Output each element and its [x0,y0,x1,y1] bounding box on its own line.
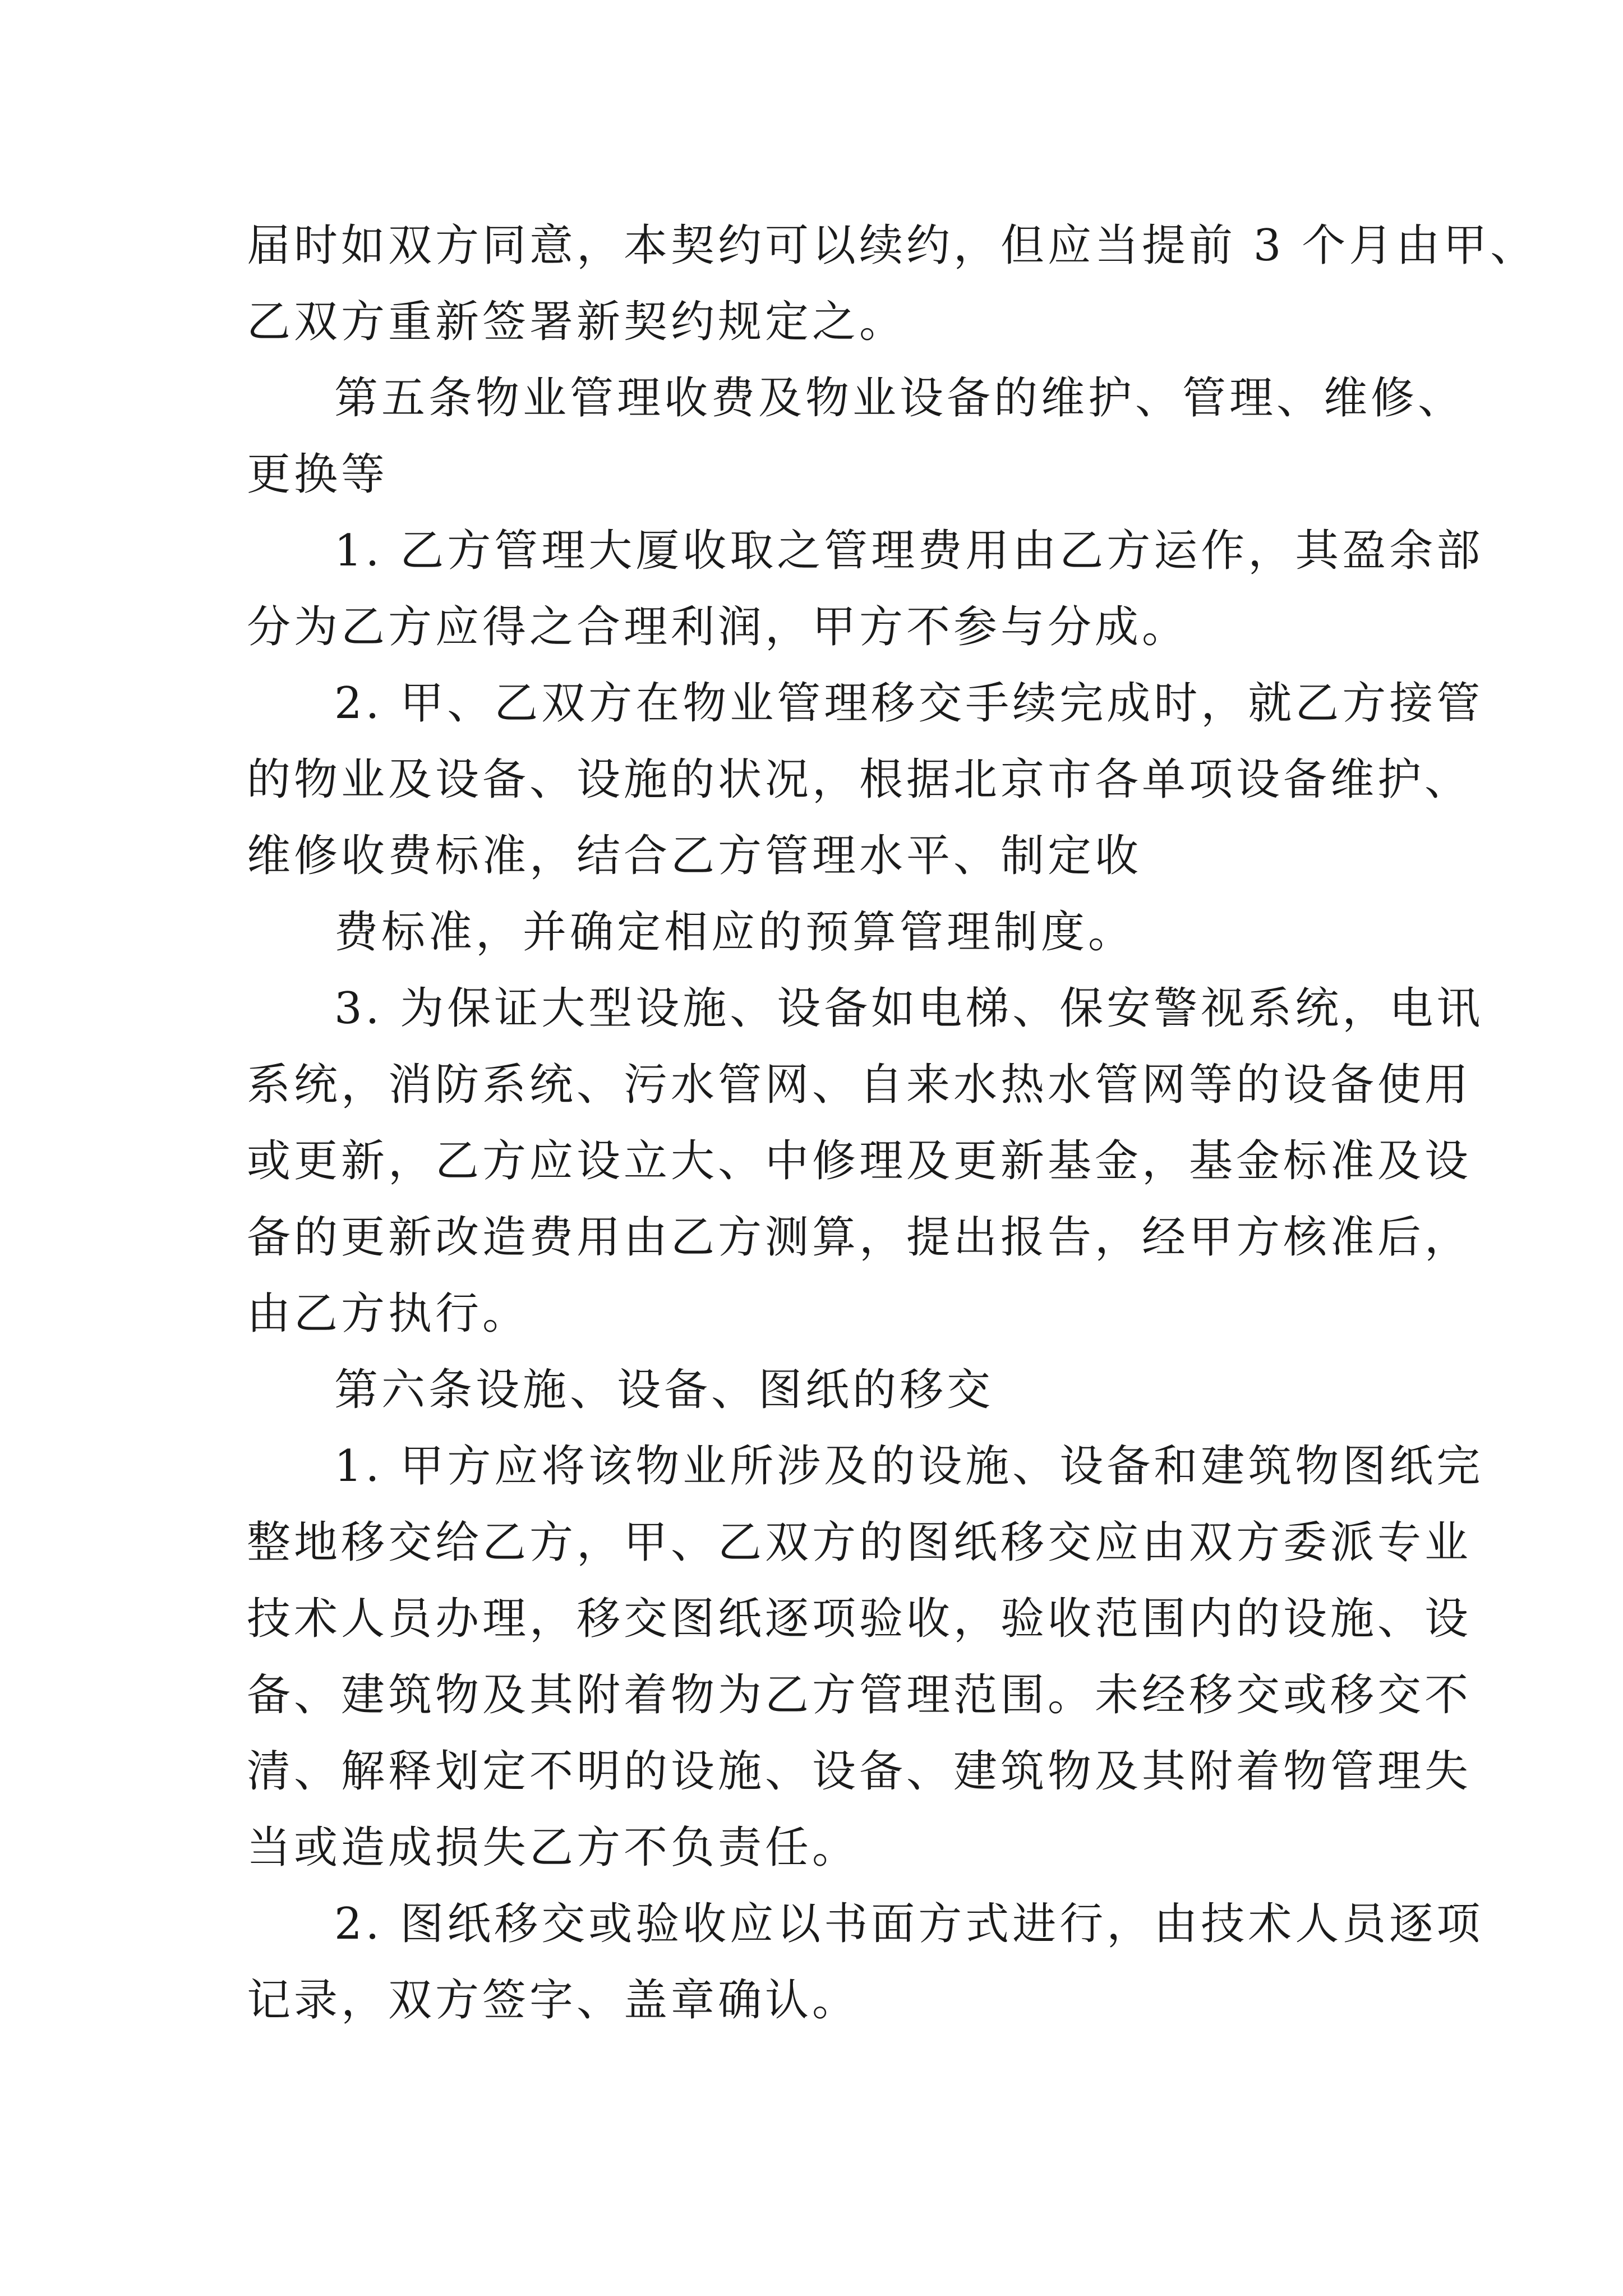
text-line: 2. 图纸移交或验收应以书面方式进行，由技术人员逐项 [334,1899,1484,1949]
text-line: 清、解释划定不明的设施、设备、建筑物及其附着物管理失 [247,1746,1472,1797]
text-line: 整地移交给乙方，甲、乙双方的图纸移交应由双方委派专业 [247,1517,1472,1568]
text-line: 备的更新改造费用由乙方测算，提出报告，经甲方核准后， [247,1212,1472,1263]
text-line: 2. 甲、乙双方在物业管理移交手续完成时，就乙方接管 [334,678,1484,729]
text-line: 1. 甲方应将该物业所涉及的设施、设备和建筑物图纸完 [334,1441,1484,1492]
text-line: 由乙方执行。 [247,1289,530,1339]
text-line: 维修收费标准，结合乙方管理水平、制定收 [247,831,1142,881]
text-line: 的物业及设备、设施的状况，根据北京市各单项设备维护、 [247,754,1472,805]
text-line: 更换等 [247,449,389,500]
text-line: 技术人员办理，移交图纸逐项验收，验收范围内的设施、设 [247,1594,1472,1644]
text-line: 系统，消防系统、污水管网、自来水热水管网等的设备使用 [247,1060,1472,1110]
text-line: 费标准，并确定相应的预算管理制度。 [334,907,1136,958]
text-line: 届时如双方同意，本契约可以续约，但应当提前 3 个月由甲、 [247,220,1538,271]
text-line: 当或造成损失乙方不负责任。 [247,1823,860,1873]
text-line: 分为乙方应得之合理利润，甲方不参与分成。 [247,602,1189,652]
text-line: 记录，双方签字、盖章确认。 [247,1975,860,2026]
document-body [247,208,1538,2039]
text-line: 第六条设施、设备、图纸的移交 [334,1365,994,1415]
text-line: 3. 为保证大型设施、设备如电梯、保安警视系统，电讯 [334,983,1484,1034]
text-line: 备、建筑物及其附着物为乙方管理范围。未经移交或移交不 [247,1670,1472,1720]
text-line: 或更新，乙方应设立大、中修理及更新基金，基金标准及设 [247,1136,1472,1186]
text-line: 第五条物业管理收费及物业设备的维护、管理、维修、 [334,373,1465,424]
text-line: 乙双方重新签署新契约规定之。 [247,297,907,347]
text-line: 1. 乙方管理大厦收取之管理费用由乙方运作，其盈余部 [334,526,1484,576]
